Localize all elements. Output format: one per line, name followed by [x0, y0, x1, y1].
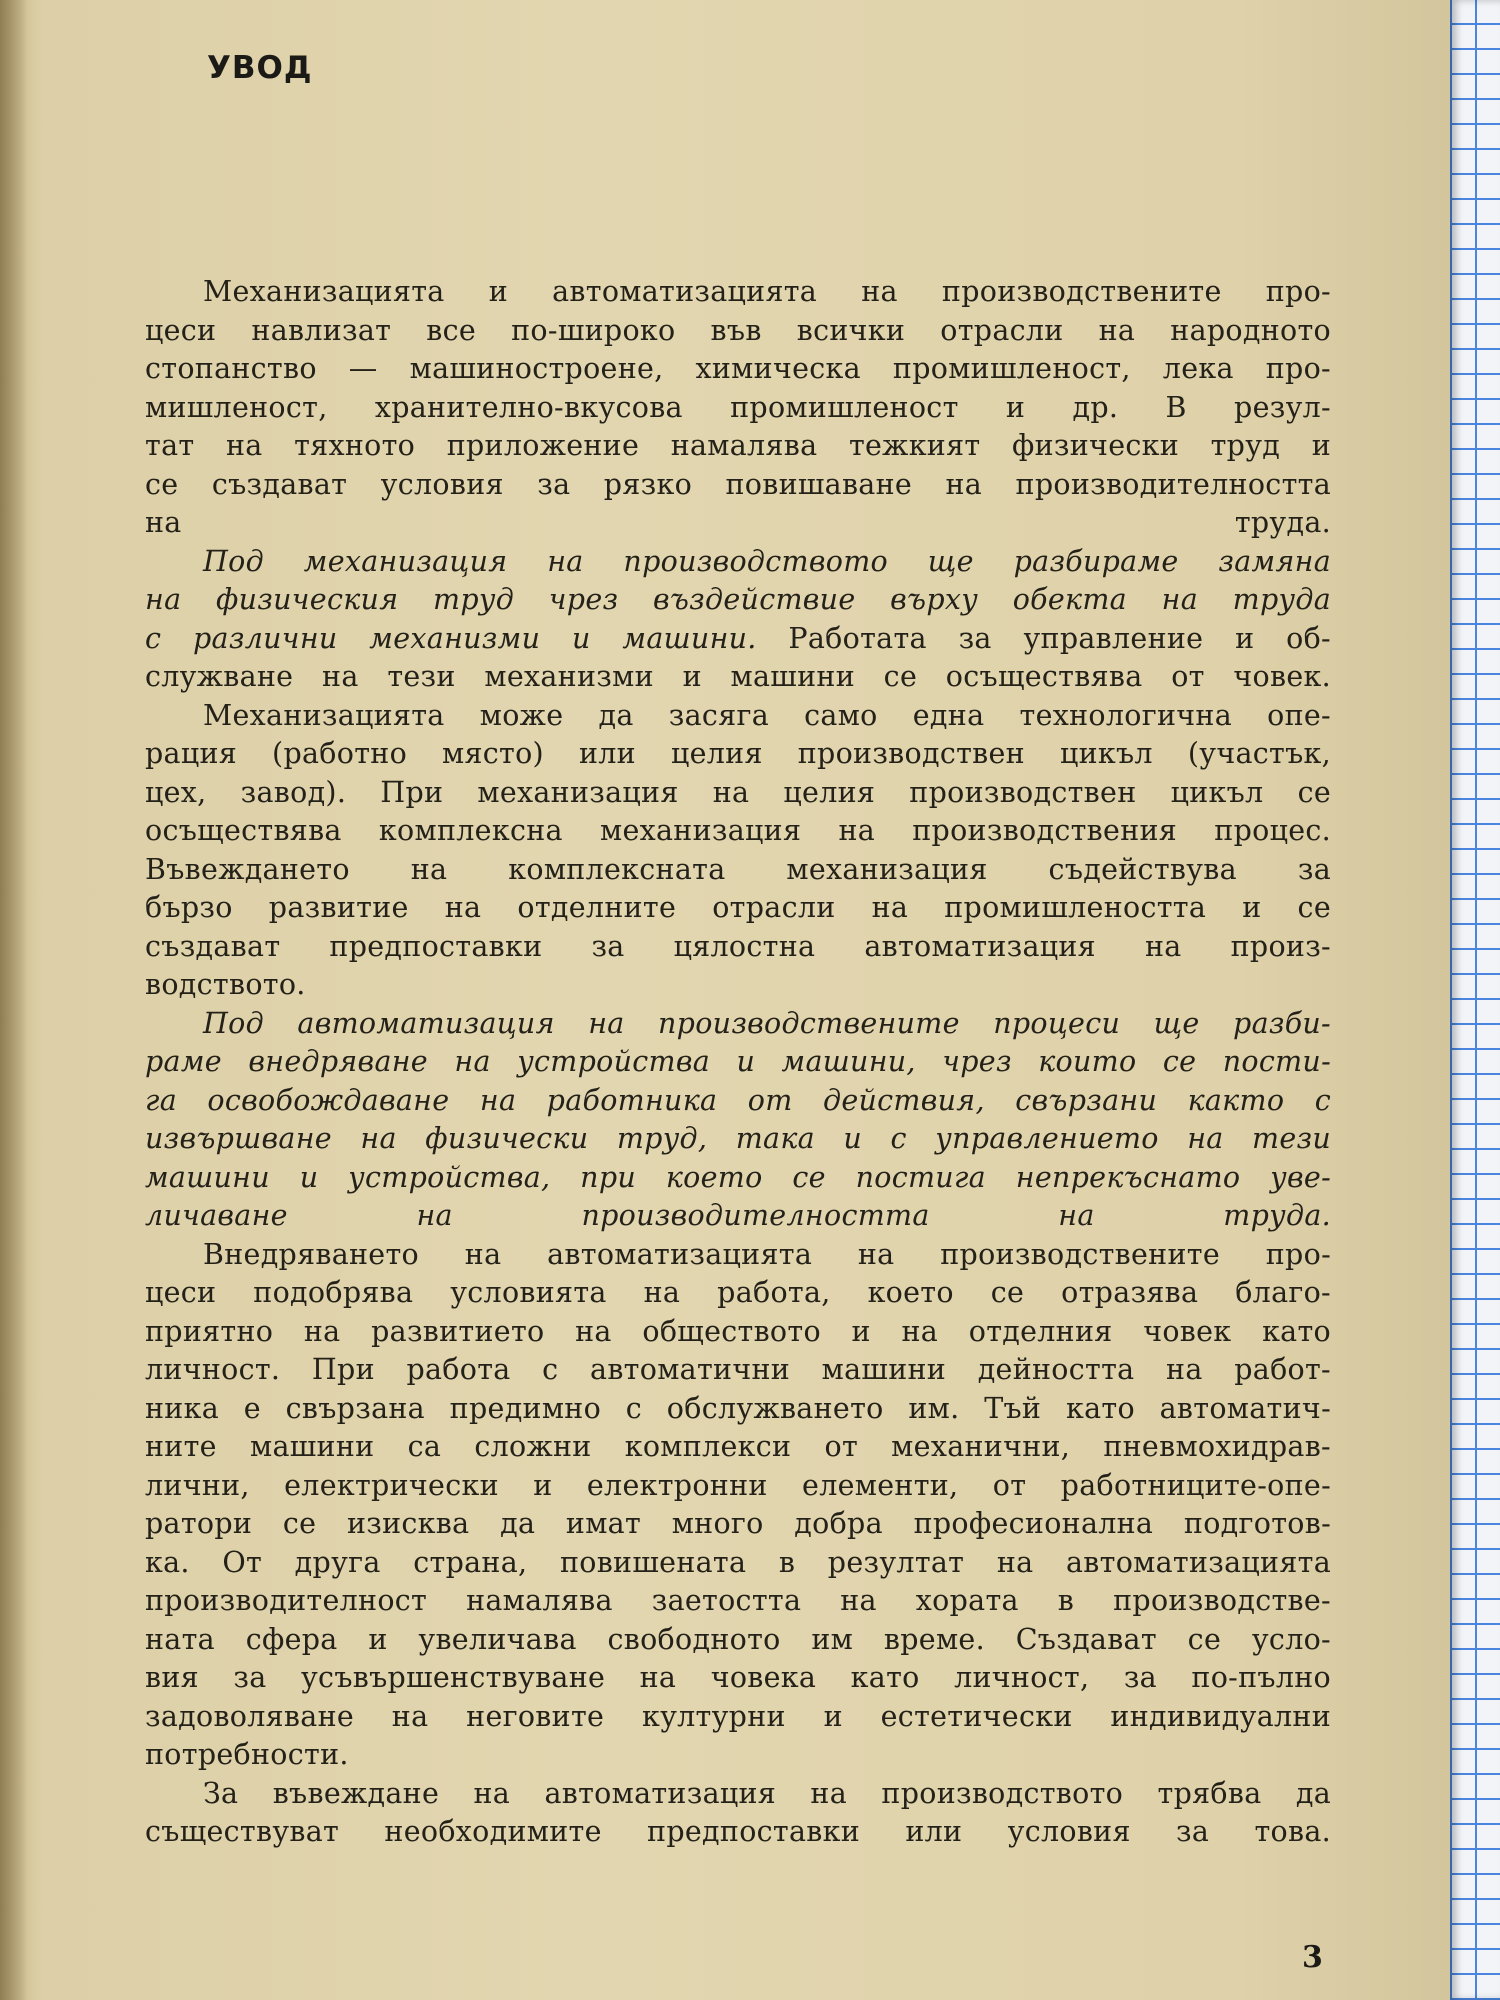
text-line: осъществява комплексна механизация на производствения процес. [145, 814, 1331, 847]
text-line: приятно на развитието на обществото и на отделния човек като [145, 1314, 1331, 1348]
text-line: Внедряването на автоматизацията на производствените про- [203, 1237, 1331, 1271]
text-line: ника е свързана предимно с обслужването им. Тъй като автоматич- [145, 1391, 1331, 1425]
paragraph [145, 1236, 1331, 1775]
text-line: стопанство — машиностроене, химическа промишленост, лека про- [145, 352, 1331, 385]
text-line: цех, завод). При механизация на целия производствен цикъл се [145, 775, 1331, 809]
italic-text: личаване на производителността на труда. [145, 1199, 1331, 1232]
text-line: водството. [145, 968, 306, 1001]
italic-text: машини и устройства, при което се постига непрекъснато уве- [145, 1160, 1331, 1194]
text-line: тат на тяхното приложение намалява тежкият физически труд и [145, 429, 1331, 462]
text-line: производителност намалява заетостта на хората в производстве- [145, 1584, 1331, 1617]
text-line: съществуват необходимите предпоставки или условия за това. [145, 1815, 1331, 1848]
italic-text: с различни механизми и машини. [145, 621, 757, 655]
text-line [145, 1082, 1331, 1121]
body-text [145, 273, 1331, 1852]
text-line [145, 1043, 1331, 1082]
text-line [145, 620, 1331, 659]
text-line: бързо развитие на отделните отрасли на промишлеността и се [145, 891, 1331, 924]
text-line: Механизацията може да засяга само една технологична опе- [203, 698, 1331, 732]
italic-text: извършване на физически труд, така и с управлението на тези [145, 1122, 1331, 1155]
text-line: ните машини са сложни комплекси от механични, пневмохидрав- [145, 1430, 1331, 1463]
text-line: лични, електрически и електронни елементи, от работниците-опе- [145, 1468, 1331, 1502]
text-line [145, 543, 1331, 582]
text-line: създават предпоставки за цялостна автоматизация на произ- [145, 929, 1331, 963]
paragraph [145, 1005, 1331, 1236]
page-gutter-shadow [0, 0, 28, 2000]
italic-text: Под механизация на производството ще разбираме замяна [203, 544, 1331, 578]
text-run: служване на тези механизми и машини се осъществява от човек. [145, 660, 1331, 693]
text-line: рация (работно място) или целия производствен цикъл (участък, [145, 737, 1331, 770]
page-heading: УВОД [207, 50, 313, 86]
text-line: се създават условия за рязко повишаване на производителността [145, 467, 1331, 501]
text-line [145, 1120, 1331, 1159]
text-line [145, 1159, 1331, 1198]
text-line: на труда. [145, 506, 1331, 539]
text-line: цеси подобрява условията на работа, което се отразява благо- [145, 1276, 1331, 1309]
text-line: За въвеждане на автоматизация на производството трябва да [203, 1776, 1331, 1810]
text-line: ната сфера и увеличава свободното им време. Създават се усло- [145, 1622, 1331, 1656]
text-line: личност. При работа с автоматични машини дейността на работ- [145, 1353, 1331, 1386]
text-line: ратори се изисква да имат много добра професионална подготов- [145, 1507, 1331, 1540]
text-line: ка. От друга страна, повишената в резултат на автоматизацията [145, 1545, 1331, 1579]
paragraph [145, 697, 1331, 1005]
paragraph [145, 543, 1331, 697]
text-line [145, 1197, 1331, 1236]
italic-text: раме внедряване на устройства и машини, чрез които се пости- [145, 1045, 1331, 1078]
text-line: потребности. [145, 1738, 349, 1771]
text-run: Работата за управление и об- [756, 621, 1331, 655]
italic-text: на физическия труд чрез въздействие върху обекта на труда [145, 583, 1331, 616]
text-line: мишленост, хранително-вкусова промишленост и др. В резул- [145, 390, 1331, 424]
text-line: Механизацията и автоматизацията на производствените про- [203, 275, 1331, 308]
text-line [145, 1005, 1331, 1044]
text-line [145, 581, 1331, 620]
paragraph [145, 273, 1331, 543]
paragraph [145, 1775, 1331, 1852]
text-line: Въвеждането на комплексната механизация съдействува за [145, 852, 1331, 886]
italic-text: Под автоматизация на производствените процеси ще разби- [203, 1006, 1331, 1040]
text-line [145, 658, 1331, 697]
page-number: 3 [1302, 1940, 1323, 1975]
italic-text: га освобождаване на работника от действия, свързани както с [145, 1083, 1331, 1117]
graph-paper-background [1450, 0, 1500, 2000]
text-line: цеси навлизат все по-широко във всички отрасли на народното [145, 313, 1331, 347]
text-line: задоволяване на неговите културни и естетически индивидуални [145, 1699, 1331, 1733]
text-line: вия за усъвършенствуване на човека като личност, за по-пълно [145, 1661, 1331, 1694]
